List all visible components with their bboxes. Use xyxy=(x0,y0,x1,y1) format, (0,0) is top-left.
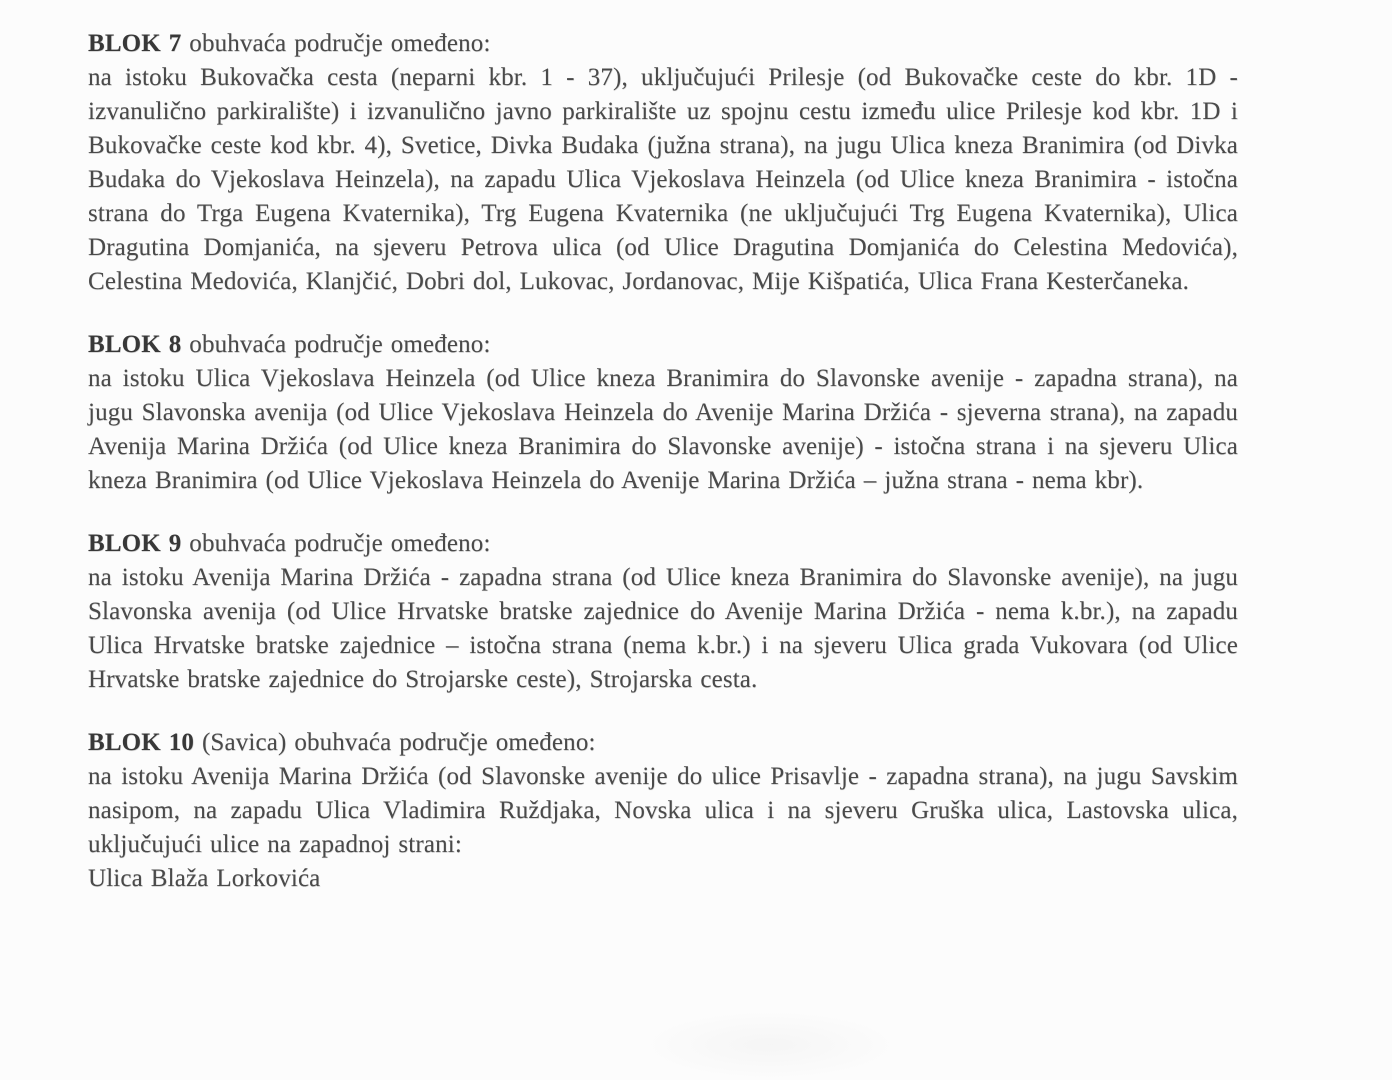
blok-7-heading-rest: obuhvaća područje omeđeno: xyxy=(181,30,491,57)
blok-10-heading xyxy=(88,726,1238,760)
blok-9-heading xyxy=(88,527,1238,561)
blok-8-section xyxy=(88,328,1238,498)
blok-7-label: BLOK 7 xyxy=(88,30,182,57)
blok-9-body: na istoku Avenija Marina Držića - zapadna strana (od Ulice kneza Branimira do Slavonske avenije), na jugu Slavonska avenija (od Ulice Hrvatske bratske zajednice do Avenije Marina Držića - nema k.br.), na zapadu Ulica Hrvatske bratske zajednice – istočna strana (nema k.br.) i na sjeveru Ulica grada Vukovara (od Ulice Hrvatske bratske zajednice do Strojarske ceste), Strojarska cesta. xyxy=(88,564,1238,693)
blok-7-section xyxy=(88,27,1238,299)
blok-10-street-list-item: Ulica Blaža Lorkovića xyxy=(88,865,321,892)
document-text-block xyxy=(88,27,1238,925)
blok-9-heading-rest: obuhvaća područje omeđeno: xyxy=(181,530,491,557)
blok-10-section xyxy=(88,726,1238,896)
blok-7-body: na istoku Bukovačka cesta (neparni kbr. 1 - 37), uključujući Prilesje (od Bukovačke ceste do kbr. 1D - izvanulično parkiralište) i izvanulično javno parkiralište uz spojnu cestu između ulice Prilesje kod kbr. 1D i Bukovačke ceste kod kbr. 4), Svetice, Divka Budaka (južna strana), na jugu Ulica kneza Branimira (od Divka Budaka do Vjekoslava Heinzela), na zapadu Ulica Vjekoslava Heinzela (od Ulice kneza Branimira - istočna strana do Trga Eugena Kvaternika), Trg Eugena Kvaternika (ne uključujući Trg Eugena Kvaternika), Ulica Dragutina Domjanića, na sjeveru Petrova ulica (od Ulice Dragutina Domjanića do Celestina Medovića), Celestina Medovića, Klanjčić, Dobri dol, Lukovac, Jordanovac, Mije Kišpatića, Ulica Frana Kesterčaneka. xyxy=(88,64,1238,295)
blok-8-heading-rest: obuhvaća područje omeđeno: xyxy=(181,331,491,358)
blok-10-label: BLOK 10 xyxy=(88,729,195,756)
blok-7-heading xyxy=(88,27,1238,61)
blok-10-body: na istoku Avenija Marina Držića (od Slavonske avenije do ulice Prisavlje - zapadna strana), na jugu Savskim nasipom, na zapadu Ulica Vladimira Ruždjaka, Novska ulica i na sjeveru Gruška ulica, Lastovska ulica, uključujući ulice na zapadnoj strani: xyxy=(88,763,1238,858)
scan-artifact-smudge xyxy=(640,1010,900,1080)
blok-8-heading xyxy=(88,328,1238,362)
blok-9-label: BLOK 9 xyxy=(88,530,182,557)
blok-8-label: BLOK 8 xyxy=(88,331,182,358)
blok-10-heading-rest: (Savica) obuhvaća područje omeđeno: xyxy=(194,729,596,756)
blok-9-section xyxy=(88,527,1238,697)
blok-8-body: na istoku Ulica Vjekoslava Heinzela (od Ulice kneza Branimira do Slavonske avenije - zapadna strana), na jugu Slavonska avenija (od Ulice Vjekoslava Heinzela do Avenije Marina Držića - sjeverna strana), na zapadu Avenija Marina Držića (od Ulice kneza Branimira do Slavonske avenije) - istočna strana i na sjeveru Ulica kneza Branimira (od Ulice Vjekoslava Heinzela do Avenije Marina Držića – južna strana - nema kbr). xyxy=(88,365,1238,494)
